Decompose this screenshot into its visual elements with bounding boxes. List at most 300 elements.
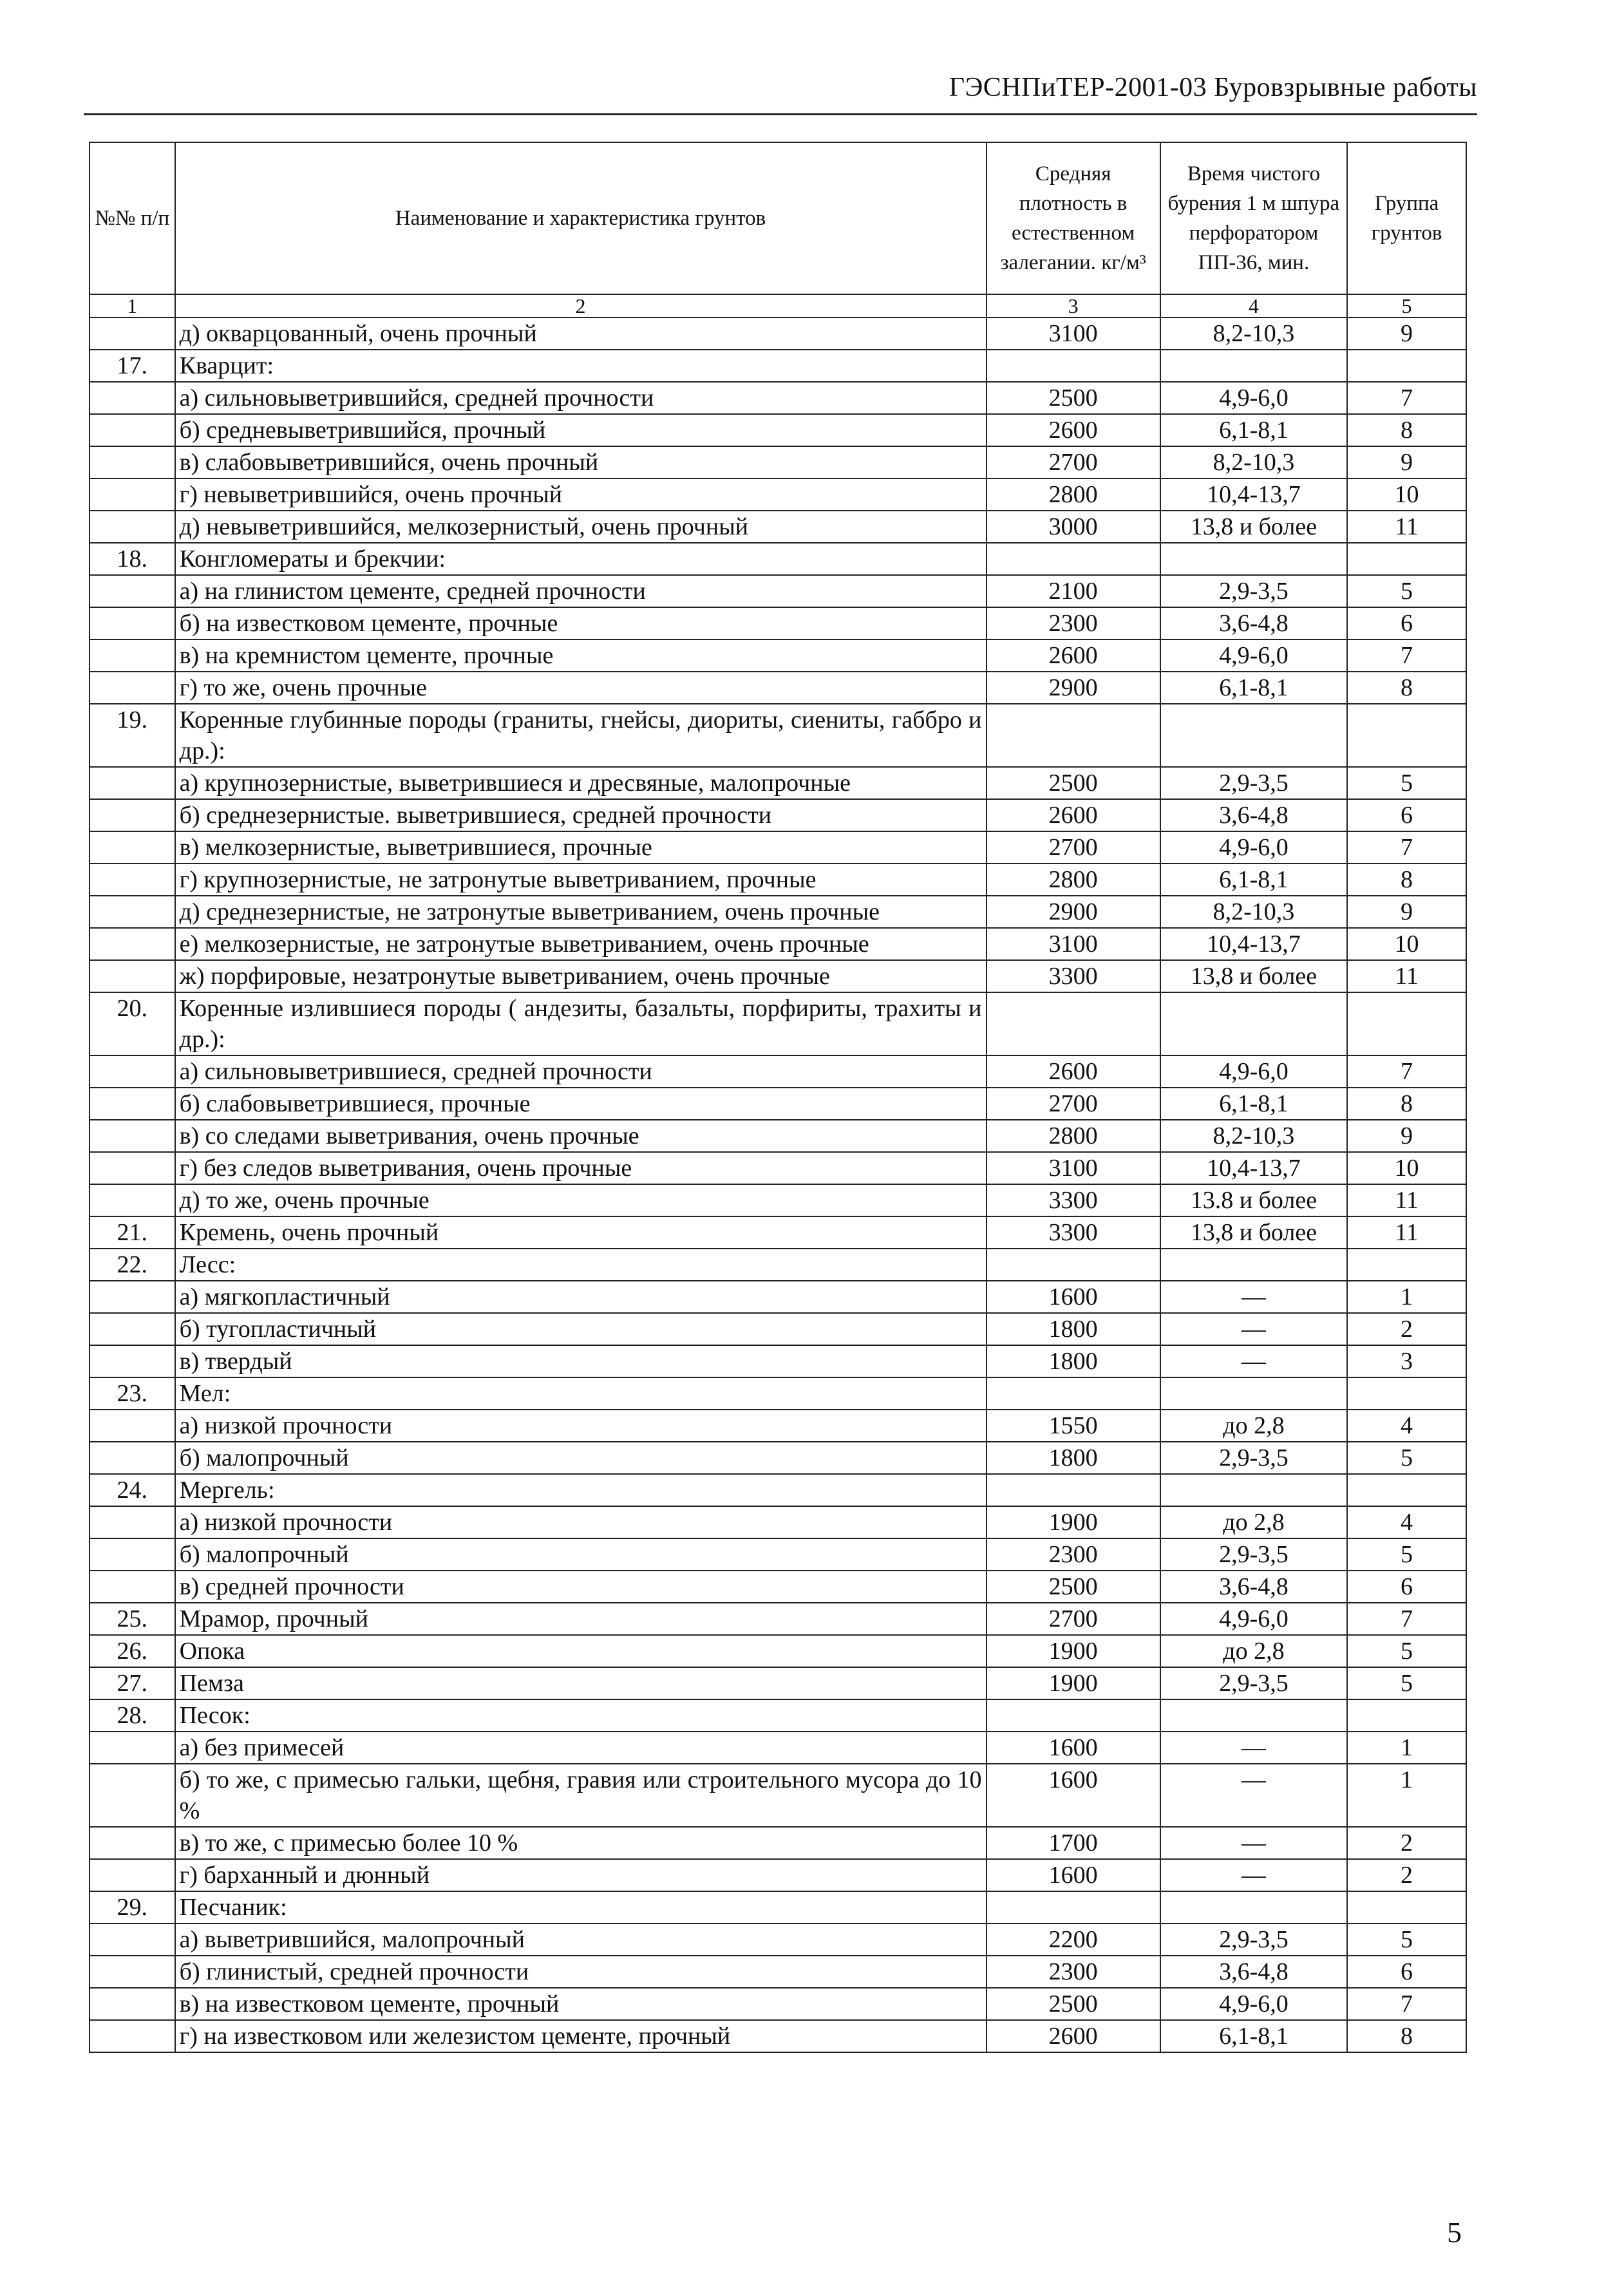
row-number: 29. — [90, 1891, 175, 1923]
row-drilling-time: — — [1160, 1764, 1347, 1827]
table-row — [90, 1442, 1466, 1474]
row-drilling-time: 3,6-4,8 — [1160, 607, 1347, 639]
row-number: 21. — [90, 1216, 175, 1249]
row-density: 2700 — [987, 831, 1160, 864]
row-drilling-time: 10,4-13,7 — [1160, 928, 1347, 960]
row-density: 2600 — [987, 2020, 1160, 2052]
row-soil-group: 8 — [1347, 864, 1466, 896]
row-soil-group: 7 — [1347, 831, 1466, 864]
row-soil-name: д) невыветрившийся, мелкозернистый, очень прочный — [175, 511, 987, 543]
row-number — [90, 478, 175, 511]
row-density: 2900 — [987, 896, 1160, 928]
row-soil-name: б) малопрочный — [175, 1538, 987, 1571]
row-soil-group: 5 — [1347, 1923, 1466, 1956]
row-soil-name: а) низкой прочности — [175, 1506, 987, 1538]
row-soil-name: а) низкой прочности — [175, 1410, 987, 1442]
row-drilling-time — [1160, 1699, 1347, 1732]
row-number: 22. — [90, 1249, 175, 1281]
row-soil-group: 11 — [1347, 960, 1466, 992]
row-density: 2500 — [987, 1988, 1160, 2020]
table-row — [90, 1891, 1466, 1923]
row-number — [90, 607, 175, 639]
table-row — [90, 1923, 1466, 1956]
row-soil-name: Конгломераты и брекчии: — [175, 543, 987, 575]
row-soil-name: Мрамор, прочный — [175, 1603, 987, 1635]
row-density: 1700 — [987, 1827, 1160, 1859]
row-drilling-time: 4,9-6,0 — [1160, 382, 1347, 414]
row-soil-name: б) слабовыветрившиеся, прочные — [175, 1088, 987, 1120]
row-soil-group: 1 — [1347, 1281, 1466, 1313]
row-density: 2700 — [987, 1603, 1160, 1635]
row-number: 20. — [90, 992, 175, 1055]
row-soil-name: г) на известковом или железистом цементе, прочный — [175, 2020, 987, 2052]
table-row — [90, 1184, 1466, 1216]
col-header-number: №№ п/п — [90, 142, 175, 294]
row-soil-name: а) крупнозернистые, выветрившиеся и дресвяные, малопрочные — [175, 767, 987, 799]
row-drilling-time — [1160, 1474, 1347, 1506]
row-soil-name: е) мелкозернистые, не затронутые выветриванием, очень прочные — [175, 928, 987, 960]
row-density — [987, 992, 1160, 1055]
row-soil-name: в) на кремнистом цементе, прочные — [175, 639, 987, 672]
row-soil-group: 9 — [1347, 1120, 1466, 1152]
row-soil-name: в) средней прочности — [175, 1571, 987, 1603]
row-number — [90, 1410, 175, 1442]
row-drilling-time: 6,1-8,1 — [1160, 672, 1347, 704]
row-drilling-time: 10,4-13,7 — [1160, 478, 1347, 511]
row-number — [90, 672, 175, 704]
row-drilling-time: 3,6-4,8 — [1160, 1956, 1347, 1988]
row-soil-name: Песок: — [175, 1699, 987, 1732]
table-row — [90, 1988, 1466, 2020]
row-soil-group: 1 — [1347, 1764, 1466, 1827]
row-soil-group: 2 — [1347, 1827, 1466, 1859]
row-number — [90, 1571, 175, 1603]
row-number — [90, 414, 175, 446]
row-soil-group: 9 — [1347, 896, 1466, 928]
column-number: 4 — [1160, 294, 1347, 317]
row-drilling-time: 2,9-3,5 — [1160, 1667, 1347, 1699]
row-number: 24. — [90, 1474, 175, 1506]
row-number — [90, 864, 175, 896]
table-row — [90, 992, 1466, 1055]
row-soil-name: в) твердый — [175, 1345, 987, 1377]
row-soil-name: г) невыветрившийся, очень прочный — [175, 478, 987, 511]
table-row — [90, 350, 1466, 382]
row-number — [90, 1923, 175, 1956]
row-number — [90, 1827, 175, 1859]
table-row — [90, 831, 1466, 864]
row-soil-group — [1347, 704, 1466, 767]
col-header-group: Группа грунтов — [1347, 142, 1466, 294]
row-number — [90, 1988, 175, 2020]
row-soil-name: Опока — [175, 1635, 987, 1667]
row-soil-name: Песчаник: — [175, 1891, 987, 1923]
row-density: 3100 — [987, 317, 1160, 350]
row-soil-name: д) то же, очень прочные — [175, 1184, 987, 1216]
row-drilling-time — [1160, 1891, 1347, 1923]
row-drilling-time — [1160, 543, 1347, 575]
row-soil-name: а) на глинистом цементе, средней прочности — [175, 575, 987, 607]
row-soil-name: а) сильновыветрившийся, средней прочности — [175, 382, 987, 414]
row-density: 1600 — [987, 1859, 1160, 1891]
row-number — [90, 1732, 175, 1764]
row-soil-name: б) среднезернистые. выветрившиеся, средней прочности — [175, 799, 987, 831]
table-row — [90, 1635, 1466, 1667]
table-row — [90, 896, 1466, 928]
row-drilling-time: 2,9-3,5 — [1160, 1538, 1347, 1571]
row-density — [987, 1249, 1160, 1281]
row-density: 2900 — [987, 672, 1160, 704]
table-row — [90, 864, 1466, 896]
row-drilling-time: 13.8 и более — [1160, 1184, 1347, 1216]
table-row — [90, 1088, 1466, 1120]
row-density: 2700 — [987, 1088, 1160, 1120]
row-drilling-time: 2,9-3,5 — [1160, 1442, 1347, 1474]
row-density: 1800 — [987, 1442, 1160, 1474]
row-density: 2200 — [987, 1923, 1160, 1956]
row-soil-name: а) мягкопластичный — [175, 1281, 987, 1313]
row-density: 2800 — [987, 1120, 1160, 1152]
row-soil-group — [1347, 1891, 1466, 1923]
row-soil-group: 8 — [1347, 672, 1466, 704]
table-row — [90, 1667, 1466, 1699]
row-soil-group: 2 — [1347, 1859, 1466, 1891]
row-number: 19. — [90, 704, 175, 767]
row-drilling-time: 10,4-13,7 — [1160, 1152, 1347, 1184]
row-soil-name: Мел: — [175, 1377, 987, 1410]
row-soil-group: 6 — [1347, 1956, 1466, 1988]
row-drilling-time: до 2,8 — [1160, 1506, 1347, 1538]
row-number — [90, 1313, 175, 1345]
row-number — [90, 831, 175, 864]
row-soil-name: б) малопрочный — [175, 1442, 987, 1474]
row-drilling-time: до 2,8 — [1160, 1410, 1347, 1442]
row-density — [987, 543, 1160, 575]
table-row — [90, 1699, 1466, 1732]
table-row — [90, 511, 1466, 543]
table-row — [90, 1538, 1466, 1571]
row-number — [90, 799, 175, 831]
table-row — [90, 1956, 1466, 1988]
row-soil-name: Пемза — [175, 1667, 987, 1699]
row-drilling-time: — — [1160, 1313, 1347, 1345]
row-drilling-time: 8,2-10,3 — [1160, 896, 1347, 928]
row-number: 23. — [90, 1377, 175, 1410]
row-density: 3300 — [987, 1184, 1160, 1216]
row-number — [90, 446, 175, 478]
row-density — [987, 1699, 1160, 1732]
row-number — [90, 1184, 175, 1216]
row-drilling-time: 2,9-3,5 — [1160, 1923, 1347, 1956]
row-soil-name: в) слабовыветрившийся, очень прочный — [175, 446, 987, 478]
table-body — [90, 317, 1466, 2052]
table-row — [90, 767, 1466, 799]
row-number: 26. — [90, 1635, 175, 1667]
row-soil-name: Коренные излившиеся породы ( андезиты, базальты, порфириты, трахиты и др.): — [175, 992, 987, 1055]
row-density: 1800 — [987, 1313, 1160, 1345]
row-drilling-time: 13,8 и более — [1160, 960, 1347, 992]
table-row — [90, 704, 1466, 767]
row-drilling-time: — — [1160, 1732, 1347, 1764]
row-density: 3300 — [987, 1216, 1160, 1249]
row-density — [987, 1474, 1160, 1506]
row-number — [90, 639, 175, 672]
row-drilling-time: — — [1160, 1345, 1347, 1377]
table-row — [90, 1474, 1466, 1506]
row-soil-name: а) выветрившийся, малопрочный — [175, 1923, 987, 1956]
table-row — [90, 1410, 1466, 1442]
row-density: 2300 — [987, 607, 1160, 639]
row-density: 2100 — [987, 575, 1160, 607]
row-number — [90, 1506, 175, 1538]
row-density: 1600 — [987, 1281, 1160, 1313]
row-soil-name: б) на известковом цементе, прочные — [175, 607, 987, 639]
row-soil-name: б) то же, с примесью гальки, щебня, гравия или строительного мусора до 10 % — [175, 1764, 987, 1827]
row-drilling-time: — — [1160, 1827, 1347, 1859]
table-row — [90, 1249, 1466, 1281]
row-soil-group: 7 — [1347, 1988, 1466, 2020]
row-soil-group: 6 — [1347, 607, 1466, 639]
row-drilling-time: 4,9-6,0 — [1160, 831, 1347, 864]
row-soil-group: 9 — [1347, 317, 1466, 350]
row-soil-group: 8 — [1347, 2020, 1466, 2052]
row-number — [90, 1442, 175, 1474]
row-number — [90, 511, 175, 543]
row-number: 17. — [90, 350, 175, 382]
document-header-title: ГЭСНПиТЕР-2001-03 Буровзрывные работы — [949, 73, 1477, 102]
row-drilling-time: 4,9-6,0 — [1160, 1603, 1347, 1635]
table-row — [90, 1732, 1466, 1764]
col-header-name: Наименование и характеристика грунтов — [175, 142, 987, 294]
row-soil-group: 10 — [1347, 478, 1466, 511]
row-soil-group: 10 — [1347, 928, 1466, 960]
row-soil-name: Мергель: — [175, 1474, 987, 1506]
table-row — [90, 1506, 1466, 1538]
row-density: 1900 — [987, 1667, 1160, 1699]
table-row — [90, 1281, 1466, 1313]
row-drilling-time: — — [1160, 1859, 1347, 1891]
row-density: 2300 — [987, 1956, 1160, 1988]
table-row — [90, 1345, 1466, 1377]
row-soil-name: б) тугопластичный — [175, 1313, 987, 1345]
row-density — [987, 704, 1160, 767]
column-number: 1 — [90, 294, 175, 317]
row-number — [90, 1088, 175, 1120]
row-number — [90, 1120, 175, 1152]
row-soil-group — [1347, 350, 1466, 382]
table-row — [90, 1827, 1466, 1859]
row-soil-name: г) без следов выветривания, очень прочные — [175, 1152, 987, 1184]
row-soil-group: 7 — [1347, 1055, 1466, 1088]
row-drilling-time: 8,2-10,3 — [1160, 317, 1347, 350]
row-number — [90, 2020, 175, 2052]
table-row — [90, 928, 1466, 960]
row-soil-name: б) средневыветрившийся, прочный — [175, 414, 987, 446]
row-density: 2600 — [987, 1055, 1160, 1088]
row-soil-name: в) со следами выветривания, очень прочные — [175, 1120, 987, 1152]
row-number: 27. — [90, 1667, 175, 1699]
column-number: 2 — [175, 294, 987, 317]
row-soil-group: 1 — [1347, 1732, 1466, 1764]
table-row — [90, 672, 1466, 704]
row-density: 3300 — [987, 960, 1160, 992]
row-density: 1550 — [987, 1410, 1160, 1442]
row-density: 2600 — [987, 639, 1160, 672]
table-row — [90, 1216, 1466, 1249]
row-soil-name: ж) порфировые, незатронутые выветриванием, очень прочные — [175, 960, 987, 992]
row-drilling-time: 6,1-8,1 — [1160, 864, 1347, 896]
table-row — [90, 1571, 1466, 1603]
row-drilling-time: 6,1-8,1 — [1160, 414, 1347, 446]
row-soil-group: 11 — [1347, 1216, 1466, 1249]
row-soil-group: 9 — [1347, 446, 1466, 478]
row-soil-group: 2 — [1347, 1313, 1466, 1345]
row-soil-name: б) глинистый, средней прочности — [175, 1956, 987, 1988]
row-soil-group — [1347, 1699, 1466, 1732]
row-density: 2800 — [987, 864, 1160, 896]
row-soil-group: 10 — [1347, 1152, 1466, 1184]
row-soil-name: Кремень, очень прочный — [175, 1216, 987, 1249]
row-drilling-time — [1160, 704, 1347, 767]
table-row — [90, 1152, 1466, 1184]
row-number — [90, 317, 175, 350]
row-drilling-time: 13,8 и более — [1160, 511, 1347, 543]
row-soil-group — [1347, 1377, 1466, 1410]
row-soil-group: 5 — [1347, 1442, 1466, 1474]
row-number: 28. — [90, 1699, 175, 1732]
table-row — [90, 478, 1466, 511]
row-density — [987, 1891, 1160, 1923]
table-row — [90, 2020, 1466, 2052]
table-row — [90, 1603, 1466, 1635]
table-row — [90, 799, 1466, 831]
row-drilling-time: 13,8 и более — [1160, 1216, 1347, 1249]
row-density: 3100 — [987, 928, 1160, 960]
row-density — [987, 1377, 1160, 1410]
row-density: 3100 — [987, 1152, 1160, 1184]
table-row — [90, 639, 1466, 672]
row-soil-name: Лесс: — [175, 1249, 987, 1281]
row-number — [90, 1055, 175, 1088]
row-drilling-time: — — [1160, 1281, 1347, 1313]
row-number — [90, 928, 175, 960]
row-soil-name: д) среднезернистые, не затронутые выветриванием, очень прочные — [175, 896, 987, 928]
row-soil-group: 5 — [1347, 767, 1466, 799]
row-drilling-time — [1160, 1377, 1347, 1410]
table-row — [90, 1764, 1466, 1827]
row-drilling-time: до 2,8 — [1160, 1635, 1347, 1667]
table-row — [90, 960, 1466, 992]
row-number — [90, 1538, 175, 1571]
table-row — [90, 607, 1466, 639]
row-number — [90, 1956, 175, 1988]
row-soil-name: а) без примесей — [175, 1732, 987, 1764]
row-soil-group — [1347, 992, 1466, 1055]
row-soil-group — [1347, 1474, 1466, 1506]
row-number — [90, 1859, 175, 1891]
table-row — [90, 1120, 1466, 1152]
row-drilling-time — [1160, 1249, 1347, 1281]
row-density: 2800 — [987, 478, 1160, 511]
row-soil-group: 11 — [1347, 511, 1466, 543]
row-number — [90, 1281, 175, 1313]
row-soil-group: 8 — [1347, 1088, 1466, 1120]
row-density — [987, 350, 1160, 382]
row-density: 2300 — [987, 1538, 1160, 1571]
row-soil-name: в) то же, с примесью более 10 % — [175, 1827, 987, 1859]
table-row — [90, 1859, 1466, 1891]
row-drilling-time: 2,9-3,5 — [1160, 767, 1347, 799]
table-row — [90, 1377, 1466, 1410]
table-row — [90, 446, 1466, 478]
row-soil-name: в) на известковом цементе, прочный — [175, 1988, 987, 2020]
row-density: 2500 — [987, 382, 1160, 414]
row-soil-name: Кварцит: — [175, 350, 987, 382]
row-soil-group: 6 — [1347, 1571, 1466, 1603]
table-row — [90, 382, 1466, 414]
row-number — [90, 767, 175, 799]
row-drilling-time: 3,6-4,8 — [1160, 1571, 1347, 1603]
row-soil-name: г) барханный и дюнный — [175, 1859, 987, 1891]
row-density: 1600 — [987, 1764, 1160, 1827]
row-soil-group: 3 — [1347, 1345, 1466, 1377]
row-soil-name: г) крупнозернистые, не затронутые выветриванием, прочные — [175, 864, 987, 896]
table-header-row — [90, 142, 1466, 294]
row-density: 1800 — [987, 1345, 1160, 1377]
row-drilling-time: 4,9-6,0 — [1160, 1988, 1347, 2020]
row-soil-group — [1347, 1249, 1466, 1281]
row-number — [90, 1764, 175, 1827]
row-soil-name: Коренные глубинные породы (граниты, гнейсы, диориты, сиениты, габбро и др.): — [175, 704, 987, 767]
row-soil-group: 4 — [1347, 1410, 1466, 1442]
column-number: 5 — [1347, 294, 1466, 317]
row-density: 1900 — [987, 1635, 1160, 1667]
table-row — [90, 1313, 1466, 1345]
table-row — [90, 543, 1466, 575]
row-soil-name: г) то же, очень прочные — [175, 672, 987, 704]
col-header-density: Средняя плотность в естественном залегании. кг/м³ — [987, 142, 1160, 294]
header-rule — [84, 113, 1477, 115]
row-soil-group: 4 — [1347, 1506, 1466, 1538]
row-soil-group: 7 — [1347, 1603, 1466, 1635]
row-drilling-time: 2,9-3,5 — [1160, 575, 1347, 607]
table-row — [90, 414, 1466, 446]
row-soil-group: 6 — [1347, 799, 1466, 831]
row-drilling-time: 6,1-8,1 — [1160, 2020, 1347, 2052]
row-soil-name: в) мелкозернистые, выветрившиеся, прочные — [175, 831, 987, 864]
row-drilling-time: 4,9-6,0 — [1160, 1055, 1347, 1088]
row-soil-group: 11 — [1347, 1184, 1466, 1216]
row-density: 2500 — [987, 1571, 1160, 1603]
row-drilling-time: 6,1-8,1 — [1160, 1088, 1347, 1120]
page-number: 5 — [1447, 2216, 1462, 2249]
row-density: 2600 — [987, 799, 1160, 831]
row-number — [90, 575, 175, 607]
table-row — [90, 317, 1466, 350]
row-soil-group: 5 — [1347, 1635, 1466, 1667]
row-density: 2500 — [987, 767, 1160, 799]
row-number — [90, 896, 175, 928]
table-row — [90, 575, 1466, 607]
col-header-drilling-time: Время чистого бурения 1 м шпура перфоратором ПП-36, мин. — [1160, 142, 1347, 294]
soil-classification-table — [89, 142, 1467, 2053]
row-soil-group: 5 — [1347, 575, 1466, 607]
row-drilling-time: 4,9-6,0 — [1160, 639, 1347, 672]
row-number — [90, 1345, 175, 1377]
column-number-row — [90, 294, 1466, 317]
row-number — [90, 960, 175, 992]
row-density: 3000 — [987, 511, 1160, 543]
